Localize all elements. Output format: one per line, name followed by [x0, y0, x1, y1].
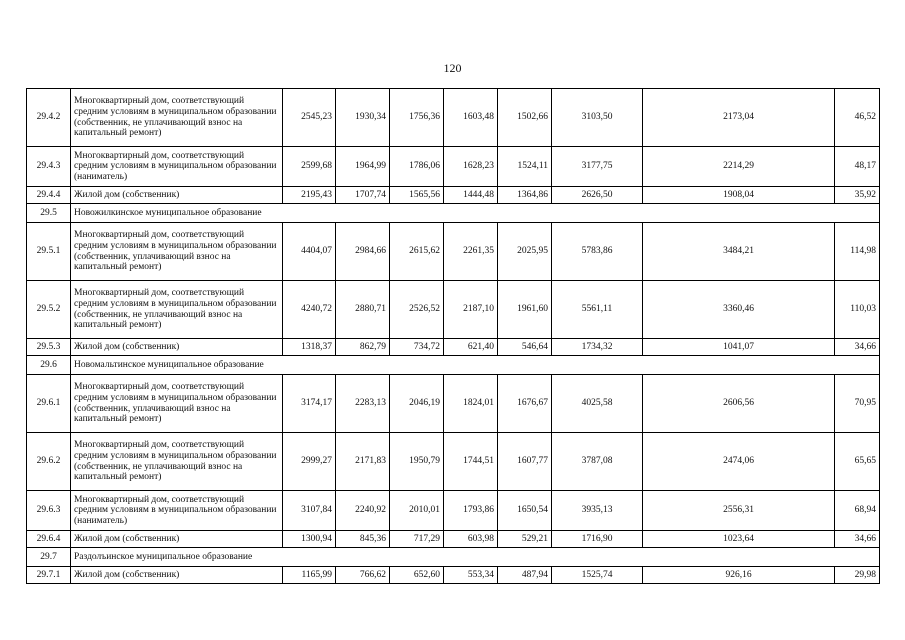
value-cell: 1565,56 — [390, 187, 444, 204]
table-row — [27, 531, 880, 548]
value-cell: 1961,60 — [498, 281, 552, 339]
value-cell: 734,72 — [390, 339, 444, 356]
value-cell: 110,03 — [835, 281, 880, 339]
value-cell: 1041,07 — [643, 339, 835, 356]
value-cell: 2171,83 — [336, 433, 390, 491]
value-cell: 546,64 — [498, 339, 552, 356]
value-cell: 3174,17 — [283, 375, 336, 433]
value-cell: 1607,77 — [498, 433, 552, 491]
value-cell: 1930,34 — [336, 89, 390, 147]
row-code: 29.6.3 — [27, 491, 71, 531]
row-code: 29.5.3 — [27, 339, 71, 356]
value-cell: 5561,11 — [552, 281, 643, 339]
value-cell: 603,98 — [444, 531, 498, 548]
value-cell: 1502,66 — [498, 89, 552, 147]
value-cell: 862,79 — [336, 339, 390, 356]
row-description: Жилой дом (собственник) — [71, 339, 283, 356]
value-cell: 2626,50 — [552, 187, 643, 204]
value-cell: 1950,79 — [390, 433, 444, 491]
value-cell: 1525,74 — [552, 567, 643, 584]
section-title: Раздолъинское муниципальное образование — [71, 548, 880, 567]
value-cell: 1744,51 — [444, 433, 498, 491]
value-cell: 2984,66 — [336, 223, 390, 281]
value-cell: 3177,75 — [552, 147, 643, 187]
row-description: Многоквартирный дом, соответствующий средним условиям в муниципальном образовании (наниматель) — [71, 147, 283, 187]
section-row — [27, 356, 880, 375]
value-cell: 29,98 — [835, 567, 880, 584]
value-cell: 2214,29 — [643, 147, 835, 187]
value-cell: 1824,01 — [444, 375, 498, 433]
value-cell: 717,29 — [390, 531, 444, 548]
value-cell: 1318,37 — [283, 339, 336, 356]
page-number: 120 — [443, 61, 462, 75]
table-row — [27, 89, 880, 147]
value-cell: 1734,32 — [552, 339, 643, 356]
value-cell: 1756,36 — [390, 89, 444, 147]
row-description: Многоквартирный дом, соответствующий средним условиям в муниципальном образовании (наниматель) — [71, 491, 283, 531]
value-cell: 1603,48 — [444, 89, 498, 147]
value-cell: 2545,23 — [283, 89, 336, 147]
value-cell: 3103,50 — [552, 89, 643, 147]
table-row — [27, 223, 880, 281]
value-cell: 2526,52 — [390, 281, 444, 339]
value-cell: 3787,08 — [552, 433, 643, 491]
value-cell: 3360,46 — [643, 281, 835, 339]
value-cell: 2187,10 — [444, 281, 498, 339]
value-cell: 2173,04 — [643, 89, 835, 147]
table-row — [27, 491, 880, 531]
table-row — [27, 281, 880, 339]
row-description: Многоквартирный дом, соответствующий средним условиям в муниципальном образовании (собственник, не уплачивающий взнос на капитальный ремонт) — [71, 433, 283, 491]
table-row — [27, 187, 880, 204]
value-cell: 487,94 — [498, 567, 552, 584]
value-cell: 926,16 — [643, 567, 835, 584]
value-cell: 1786,06 — [390, 147, 444, 187]
value-cell: 3107,84 — [283, 491, 336, 531]
row-description: Жилой дом (собственник) — [71, 187, 283, 204]
row-description: Многоквартирный дом, соответствующий средним условиям в муниципальном образовании (собственник, не уплачивающий взнос на капитальный ремонт) — [71, 89, 283, 147]
value-cell: 1793,86 — [444, 491, 498, 531]
value-cell: 48,17 — [835, 147, 880, 187]
row-description: Многоквартирный дом, соответствующий средним условиям в муниципальном образовании (собственник, не уплачивающий взнос на капитальный ремонт) — [71, 281, 283, 339]
table-body — [27, 89, 880, 584]
row-code: 29.6.4 — [27, 531, 71, 548]
value-cell: 34,66 — [835, 531, 880, 548]
value-cell: 2606,56 — [643, 375, 835, 433]
value-cell: 1676,67 — [498, 375, 552, 433]
value-cell: 553,34 — [444, 567, 498, 584]
value-cell: 2599,68 — [283, 147, 336, 187]
table-row — [27, 375, 880, 433]
section-code: 29.7 — [27, 548, 71, 567]
row-code: 29.7.1 — [27, 567, 71, 584]
value-cell: 2556,31 — [643, 491, 835, 531]
value-cell: 70,95 — [835, 375, 880, 433]
value-cell: 34,66 — [835, 339, 880, 356]
value-cell: 2010,01 — [390, 491, 444, 531]
value-cell: 1650,54 — [498, 491, 552, 531]
value-cell: 3935,13 — [552, 491, 643, 531]
row-description: Жилой дом (собственник) — [71, 531, 283, 548]
section-code: 29.5 — [27, 204, 71, 223]
table-row — [27, 339, 880, 356]
value-cell: 2615,62 — [390, 223, 444, 281]
value-cell: 1707,74 — [336, 187, 390, 204]
value-cell: 652,60 — [390, 567, 444, 584]
value-cell: 65,65 — [835, 433, 880, 491]
value-cell: 766,62 — [336, 567, 390, 584]
section-title: Новомальтинское муниципальное образование — [71, 356, 880, 375]
value-cell: 68,94 — [835, 491, 880, 531]
value-cell: 621,40 — [444, 339, 498, 356]
table-row — [27, 147, 880, 187]
section-title: Новожилкинское муниципальное образование — [71, 204, 880, 223]
value-cell: 4240,72 — [283, 281, 336, 339]
row-code: 29.6.2 — [27, 433, 71, 491]
row-code: 29.5.1 — [27, 223, 71, 281]
row-code: 29.5.2 — [27, 281, 71, 339]
value-cell: 46,52 — [835, 89, 880, 147]
section-row — [27, 548, 880, 567]
value-cell: 1364,86 — [498, 187, 552, 204]
value-cell: 1300,94 — [283, 531, 336, 548]
value-cell: 1023,64 — [643, 531, 835, 548]
value-cell: 2025,95 — [498, 223, 552, 281]
value-cell: 1444,48 — [444, 187, 498, 204]
value-cell: 2283,13 — [336, 375, 390, 433]
table-row — [27, 433, 880, 491]
value-cell: 5783,86 — [552, 223, 643, 281]
table-row — [27, 567, 880, 584]
value-cell: 114,98 — [835, 223, 880, 281]
value-cell: 3484,21 — [643, 223, 835, 281]
section-code: 29.6 — [27, 356, 71, 375]
value-cell: 2046,19 — [390, 375, 444, 433]
value-cell: 1524,11 — [498, 147, 552, 187]
row-code: 29.4.2 — [27, 89, 71, 147]
value-cell: 845,36 — [336, 531, 390, 548]
row-description: Многоквартирный дом, соответствующий средним условиям в муниципальном образовании (собственник, уплачивающий взнос на капитальный ремонт) — [71, 223, 283, 281]
section-row — [27, 204, 880, 223]
row-code: 29.4.4 — [27, 187, 71, 204]
row-code: 29.4.3 — [27, 147, 71, 187]
value-cell: 1908,04 — [643, 187, 835, 204]
value-cell: 2880,71 — [336, 281, 390, 339]
value-cell: 2999,27 — [283, 433, 336, 491]
value-cell: 1165,99 — [283, 567, 336, 584]
tariff-table — [26, 88, 880, 584]
value-cell: 1628,23 — [444, 147, 498, 187]
value-cell: 1964,99 — [336, 147, 390, 187]
value-cell: 2195,43 — [283, 187, 336, 204]
value-cell: 35,92 — [835, 187, 880, 204]
row-code: 29.6.1 — [27, 375, 71, 433]
value-cell: 529,21 — [498, 531, 552, 548]
value-cell: 1716,90 — [552, 531, 643, 548]
value-cell: 4404,07 — [283, 223, 336, 281]
row-description: Многоквартирный дом, соответствующий средним условиям в муниципальном образовании (собственник, уплачивающий взнос на капитальный ремонт) — [71, 375, 283, 433]
value-cell: 2474,06 — [643, 433, 835, 491]
value-cell: 2240,92 — [336, 491, 390, 531]
value-cell: 2261,35 — [444, 223, 498, 281]
row-description: Жилой дом (собственник) — [71, 567, 283, 584]
value-cell: 4025,58 — [552, 375, 643, 433]
